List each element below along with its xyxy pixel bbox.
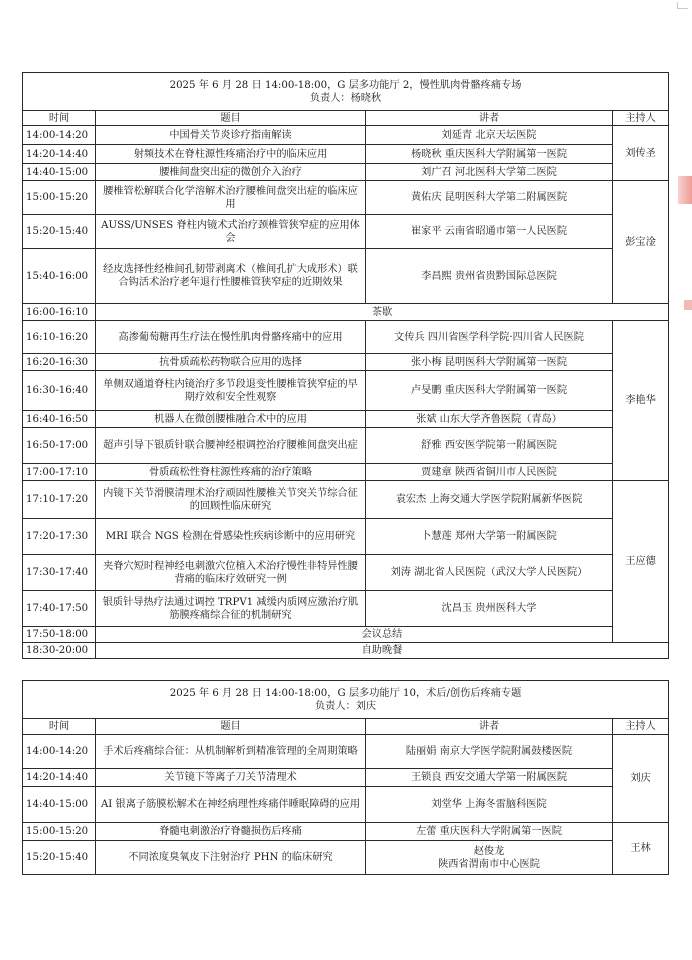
row-time: 14:20-14:40 [23,145,96,164]
row-speaker: 卢旻鹏 重庆医科大学附属第一医院 [366,371,613,411]
row-topic: 超声引导下银质针联合腰神经根调控治疗腰椎间盘突出症 [96,428,366,464]
table-row [23,371,669,411]
row-topic: AUSS/UNSES 脊柱内镜术式治疗颈椎管狭窄症的应用体会 [96,215,366,249]
table-row-break [23,627,669,643]
row-topic: 银质针导热疗法通过调控 TRPV1 减缓内质网应激治疗肌筋膜疼痛综合征的机制研究 [96,591,366,627]
row-topic: 高渗葡萄糖再生疗法在慢性肌肉骨骼疼痛中的应用 [96,321,366,354]
row-time: 17:50-18:00 [23,627,96,643]
table-row-break [23,304,669,321]
table-row [23,841,669,875]
row-speaker: 张小梅 昆明医科大学附属第一医院 [366,354,613,371]
table-row [23,464,669,481]
row-break-label: 茶歇 [96,304,669,321]
schedule-table-session-2 [22,680,669,875]
row-topic: 腰椎管松解联合化学溶解术治疗腰椎间盘突出症的临床应用 [96,181,366,215]
column-header-host: 主持人 [613,111,669,126]
row-time: 16:20-16:30 [23,354,96,371]
row-time: 15:00-15:20 [23,181,96,215]
table-row [23,769,669,787]
row-topic: 手术后疼痛综合征：从机制解析到精准管理的全周期策略 [96,735,366,769]
session-chair: 负责人：刘庆 [314,700,377,712]
table-row [23,591,669,627]
row-speaker: 左蕾 重庆医科大学附属第一医院 [366,823,613,841]
row-speaker-two-line [366,841,613,875]
table-row [23,555,669,591]
session-header [23,73,669,111]
row-time: 14:40-15:00 [23,164,96,181]
row-time: 17:10-17:20 [23,481,96,519]
row-speaker: 袁宏杰 上海交通大学医学院附属新华医院 [366,481,613,519]
column-header-time: 时间 [23,719,96,735]
session-header [23,681,669,719]
table-row [23,164,669,181]
stamp-fragment [678,176,692,204]
row-topic: 抗骨质疏松药物联合应用的选择 [96,354,366,371]
row-topic: 内镜下关节滑膜清理术治疗顽固性腰椎关节突关节综合征的回顾性临床研究 [96,481,366,519]
row-time: 14:20-14:40 [23,769,96,787]
row-topic: 机器人在微创腰椎融合术中的应用 [96,411,366,428]
row-topic: 经皮选择性经椎间孔韧带剥离术（椎间孔扩大成形术）联合钩活术治疗老年退行性腰椎管狭窄症的近期效果 [96,249,366,304]
row-time: 15:20-15:40 [23,841,96,875]
row-time: 17:30-17:40 [23,555,96,591]
row-time: 16:10-16:20 [23,321,96,354]
row-time: 17:40-17:50 [23,591,96,627]
column-header-topic: 题目 [96,111,366,126]
row-time: 17:00-17:10 [23,464,96,481]
host-cell: 李艳华 [613,321,669,481]
row-topic: 骨质疏松性脊柱源性疼痛的治疗策略 [96,464,366,481]
table-row [23,215,669,249]
stamp-fragment-small [684,300,692,310]
row-speaker: 文传兵 四川省医学科学院·四川省人民医院 [366,321,613,354]
row-time: 15:00-15:20 [23,823,96,841]
row-topic: 射频技术在脊柱源性疼痛治疗中的临床应用 [96,145,366,164]
row-speaker: 张斌 山东大学齐鲁医院（青岛） [366,411,613,428]
table-row [23,126,669,145]
table-row [23,321,669,354]
row-time: 17:20-17:30 [23,519,96,555]
row-break-label: 自助晚餐 [96,643,669,659]
host-cell: 彭宝淦 [613,181,669,304]
row-speaker: 王锁良 西安交通大学第一附属医院 [366,769,613,787]
row-speaker: 刘广召 河北医科大学第二医院 [366,164,613,181]
row-speaker: 杨晓秋 重庆医科大学附属第一医院 [366,145,613,164]
row-speaker: 李昌熙 贵州省贵黔国际总医院 [366,249,613,304]
row-time: 16:40-16:50 [23,411,96,428]
row-speaker: 陆丽娟 南京大学医学院附属鼓楼医院 [366,735,613,769]
row-time: 14:00-14:20 [23,735,96,769]
row-time: 14:00-14:20 [23,126,96,145]
row-time: 18:30-20:00 [23,643,96,659]
column-header-topic: 题目 [96,719,366,735]
row-topic: MRI 联合 NGS 检测在骨感染性疾病诊断中的应用研究 [96,519,366,555]
row-speaker: 沈昌玉 贵州医科大学 [366,591,613,627]
table-row [23,249,669,304]
column-header-host: 主持人 [613,719,669,735]
speaker-affiliation: 陕西省渭南市中心医院 [438,858,540,870]
row-topic: 腰椎间盘突出症的微创介入治疗 [96,164,366,181]
table-row [23,411,669,428]
session-title: 2025 年 6 月 28 日 14:00-18:00，G 层多功能厅 10，术后/创伤后疼痛专题 [169,687,522,699]
row-time: 15:20-15:40 [23,215,96,249]
row-time: 15:40-16:00 [23,249,96,304]
table-row [23,787,669,823]
table-row [23,481,669,519]
row-topic: 单侧双通道脊柱内镜治疗多节段退变性腰椎管狭窄症的早期疗效和安全性观察 [96,371,366,411]
row-time: 16:50-17:00 [23,428,96,464]
column-header-speaker: 讲者 [366,111,613,126]
table-row [23,181,669,215]
table-row [23,428,669,464]
row-time: 16:30-16:40 [23,371,96,411]
table-row [23,735,669,769]
table-row-break [23,643,669,659]
row-topic: 脊髓电刺激治疗脊髓损伤后疼痛 [96,823,366,841]
row-speaker: 刘堂华 上海冬雷脑科医院 [366,787,613,823]
table-row [23,354,669,371]
row-break-label: 会议总结 [96,627,669,643]
host-cell: 王林 [613,823,669,875]
row-topic: AI 银离子筋膜松解术在神经病理性疼痛伴睡眠障碍的应用 [96,787,366,823]
corner-mark [677,2,688,9]
row-speaker: 卜慧莲 郑州大学第一附属医院 [366,519,613,555]
host-cell: 刘传圣 [613,126,669,181]
table-row [23,519,669,555]
row-speaker: 刘延青 北京天坛医院 [366,126,613,145]
schedule-table-session-1 [22,72,669,659]
column-header-time: 时间 [23,111,96,126]
row-speaker: 刘涛 湖北省人民医院（武汉大学人民医院） [366,555,613,591]
table-row [23,823,669,841]
row-speaker: 崔家平 云南省昭通市第一人民医院 [366,215,613,249]
column-header-speaker: 讲者 [366,719,613,735]
host-cell: 王应德 [613,481,669,643]
row-time: 14:40-15:00 [23,787,96,823]
session-chair: 负责人：杨晓秋 [309,92,382,104]
session-title: 2025 年 6 月 28 日 14:00-18:00，G 层多功能厅 2，慢性肌肉骨骼疼痛专场 [169,79,522,91]
row-topic: 关节镜下等离子刀关节清理术 [96,769,366,787]
row-speaker: 贾建章 陕西省铜川市人民医院 [366,464,613,481]
speaker-name: 赵俊龙 [473,845,505,857]
row-speaker: 舒雅 西安医学院第一附属医院 [366,428,613,464]
row-topic: 不同浓度臭氧皮下注射治疗 PHN 的临床研究 [96,841,366,875]
row-time: 16:00-16:10 [23,304,96,321]
row-speaker: 黄佑庆 昆明医科大学第二附属医院 [366,181,613,215]
row-topic: 夹脊穴短时程神经电刺激穴位植入术治疗慢性非特异性腰背痛的临床疗效研究一例 [96,555,366,591]
table-row [23,145,669,164]
row-topic: 中国骨关节炎诊疗指南解读 [96,126,366,145]
host-cell: 刘庆 [613,735,669,823]
